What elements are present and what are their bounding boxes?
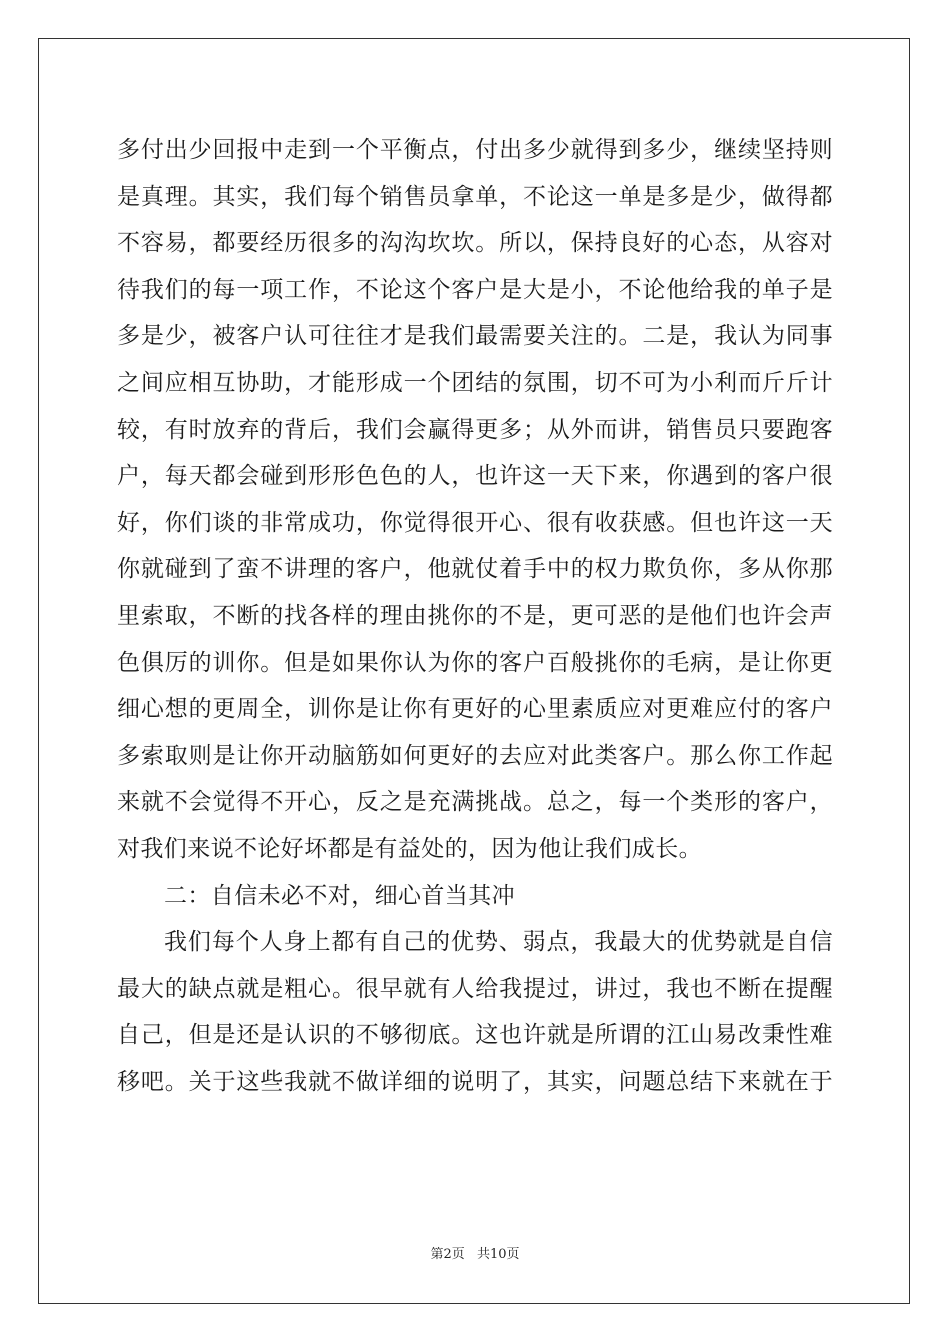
page-footer	[0, 1243, 950, 1262]
paragraph-line: 多是少，被客户认可往往才是我们最需要关注的。二是，我认为同事	[117, 323, 833, 350]
paragraph-line: 多付出少回报中走到一个平衡点，付出多少就得到多少，继续坚持则	[117, 137, 833, 163]
page-number-total: 共10页	[476, 1247, 520, 1262]
paragraph-line: 待我们的每一项工作，不论这个客户是大是小，不论他给我的单子是	[117, 276, 833, 303]
paragraph-line: 之间应相互协助，才能形成一个团结的氛围，切不可为小利而斤斤计	[117, 369, 833, 396]
paragraph-line: 较，有时放弃的背后，我们会赢得更多；从外而讲，销售员只要跑客	[117, 416, 833, 443]
paragraph-line: 好，你们谈的非常成功，你觉得很开心、很有收获感。但也许这一天	[117, 509, 833, 536]
paragraph-line: 自己，但是还是认识的不够彻底。这也许就是所谓的江山易改秉性难	[117, 1022, 833, 1049]
paragraph-line: 色俱厉的训你。但是如果你认为你的客户百般挑你的毛病，是让你更	[117, 649, 833, 676]
paragraph-line: 移吧。关于这些我就不做详细的说明了，其实，问题总结下来就在于	[117, 1068, 833, 1095]
paragraph-line: 里索取，不断的找各样的理由挑你的不是，更可恶的是他们也许会声	[117, 602, 833, 629]
document-body	[117, 127, 833, 1105]
page-number-current: 第2页	[430, 1247, 465, 1262]
paragraph-line: 最大的缺点就是粗心。很早就有人给我提过，讲过，我也不断在提醒	[117, 975, 833, 1002]
paragraph-line: 你就碰到了蛮不讲理的客户，他就仗着手中的权力欺负你，多从你那	[117, 556, 833, 583]
paragraph-line: 来就不会觉得不开心，反之是充满挑战。总之，每一个类形的客户，	[117, 789, 833, 816]
paragraph-line: 对我们来说不论好坏都是有益处的，因为他让我们成长。	[117, 835, 702, 862]
paragraph-line: 我们每个人身上都有自己的优势、弱点，我最大的优势就是自信	[164, 929, 833, 956]
paragraph-line: 是真理。其实，我们每个销售员拿单，不论这一单是多是少，做得都	[117, 183, 833, 210]
section-heading: 二：自信未必不对，细心首当其冲	[164, 882, 515, 909]
paragraph-line: 细心想的更周全，训你是让你有更好的心里素质应对更难应付的客户	[117, 696, 833, 723]
paragraph-line: 多索取则是让你开动脑筋如何更好的去应对此类客户。那么你工作起	[117, 742, 833, 769]
paragraph-line: 不容易，都要经历很多的沟沟坎坎。所以，保持良好的心态，从容对	[117, 230, 833, 257]
paragraph-line: 户，每天都会碰到形形色色的人，也许这一天下来，你遇到的客户很	[117, 463, 833, 490]
